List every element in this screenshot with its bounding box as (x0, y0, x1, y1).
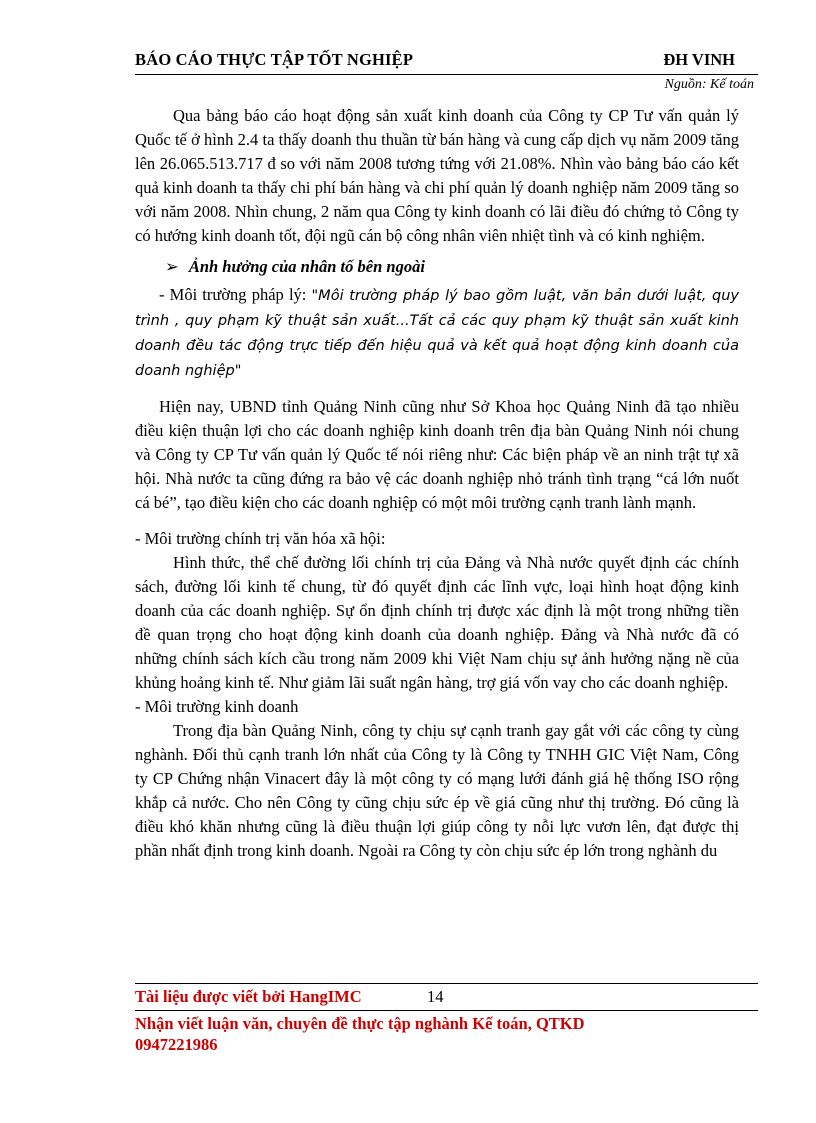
footer-divider-bottom (135, 1010, 758, 1011)
paragraph-revenue-analysis: Qua bảng báo cáo hoạt động sản xuất kinh doanh của Công ty CP Tư vấn quản lý Quốc tế ở hình 2.4 ta thấy doanh thu thuần từ bán hàng và cung cấp dịch vụ năm 2009 tăng lên 26.065.513.717 đ so với năm 2008 tương tứng với 21.08%. Nhìn vào bảng báo cáo kết quả kinh doanh ta thấy chi phí bán hàng và chi phí quản lý doanh nghiệp năm 2009 tăng so với năm 2008. Nhìn chung, 2 năm qua Công ty kinh doanh có lãi điều đó chứng tỏ Công ty có hướng kinh doanh tốt, đội ngũ cán bộ công nhân viên nhiệt tình và có kinh nghiệm. (135, 106, 739, 245)
source-note: Nguồn: Kế toán (664, 77, 754, 92)
paragraph-local-support: Hiện nay, UBND tỉnh Quảng Ninh cũng như Sở Khoa học Quảng Ninh đã tạo nhiều điều kiện thuận lợi cho các doanh nghiệp kinh doanh trên địa bàn Quảng Ninh nói chung và Công ty CP Tư vấn quản lý Quốc tế nói riêng như: Các biện pháp về an ninh trật tự xã hội. Nhà nước ta cũng đứng ra bảo vệ các doanh nghiệp nhỏ tránh tình trạng “cá lớn nuốt cá bé”, tạo điều kiện cho các doanh nghiệp có một môi trường cạnh tranh lành mạnh. (135, 397, 739, 512)
business-label: - Môi trường kinh doanh (135, 697, 299, 716)
legal-quote: "Môi trường pháp lý bao gồm luật, văn bản dưới luật, quy trình , quy phạm kỹ thuật sản xuất...Tất cả các quy phạm kỹ thuật sản xuất kinh doanh đều tác động trực tiếp đến hiệu quả và kết quả hoạt động kinh doanh của doanh nghiệp" (135, 288, 739, 379)
page-header (135, 50, 743, 72)
footer-divider-top (135, 983, 758, 984)
arrow-bullet-icon: ➢ (165, 257, 179, 276)
section-heading-text: Ảnh hưởng của nhân tố bên ngoài (188, 257, 425, 276)
header-divider (135, 74, 758, 75)
paragraph-legal-environment (135, 283, 739, 383)
legal-label: - Môi trường pháp lý: (159, 285, 312, 304)
footer-service (135, 1013, 755, 1055)
university-name: ĐH VINH (663, 50, 735, 69)
page-number: 14 (427, 987, 444, 1006)
section-heading (165, 255, 739, 279)
political-label: - Môi trường chính trị văn hóa xã hội: (135, 529, 386, 548)
footer-phone: 0947221986 (135, 1035, 218, 1054)
report-title: BÁO CÁO THỰC TẬP TỐT NGHIỆP (135, 50, 414, 69)
footer-service-text: Nhận viết luận văn, chuyên đề thực tập nghành Kế toán, QTKD (135, 1014, 585, 1033)
footer-author: Tài liệu được viết bởi HangIMC (135, 987, 362, 1006)
document-body (135, 104, 739, 863)
paragraph-business: Trong địa bàn Quảng Ninh, công ty chịu sự cạnh tranh gay gắt với các công ty cùng nghành. Đối thủ cạnh tranh lớn nhất của Công ty là Công ty TNHH GIC Việt Nam, Công ty CP Chứng nhận Vinacert đây là một công ty có mạng lưới đánh giá hệ thống ISO rộng khắp cả nước. Cho nên Công ty cũng chịu sức ép về giá cũng như thị trường. Đó cũng là điều khó khăn nhưng cũng là điều thuận lợi giúp công ty nỗi lực vươn lên, đạt được thị phần nhất định trong kinh doanh. Ngoài ra Công ty còn chịu sức ép lớn trong nghành du (135, 721, 739, 860)
paragraph-political: Hình thức, thể chế đường lối chính trị của Đảng và Nhà nước quyết định các chính sách, đường lối kinh tế chung, từ đó quyết định các lĩnh vực, loại hình hoạt động kinh doanh của các doanh nghiệp. Sự ổn định chính trị được xác định là một trong những tiền đề quan trọng cho hoạt động kinh doanh của doanh nghiệp. Đảng và Nhà nước đã có những chính sách kích cầu trong năm 2009 khi Việt Nam chịu sự ảnh hưởng nặng nề của khủng hoảng kinh tế. Như giảm lãi suất ngân hàng, trợ giá vốn vay cho các doanh nghiệp. (135, 553, 739, 692)
